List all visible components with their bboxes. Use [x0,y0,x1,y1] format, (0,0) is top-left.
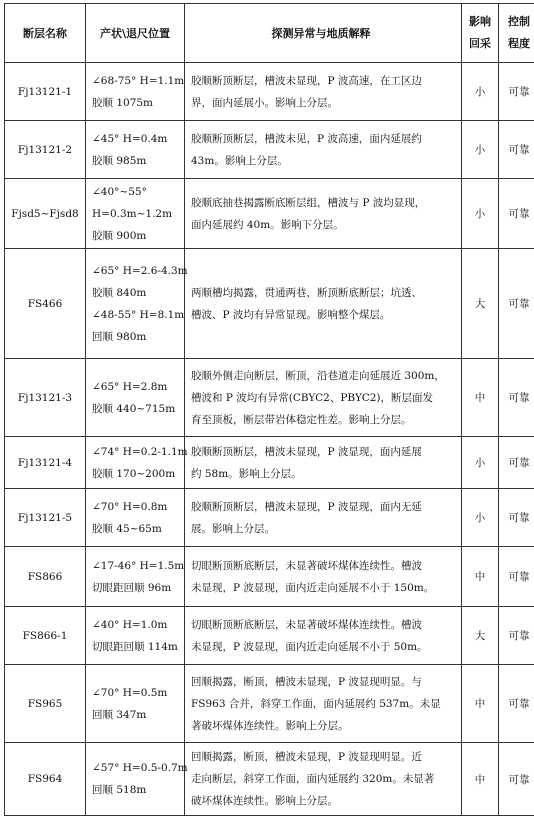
table-header [5,4,534,63]
attitude-cell [86,547,185,607]
header-influence-line2: 回采 [462,33,498,55]
table-row [5,359,534,437]
fault-name-cell: FS964 [5,743,86,816]
description-line: 胶顺断顶断层，槽波未见，P 波高速，面内延展约 [191,128,457,150]
attitude-line: ∠48-55° H=8.1m [92,304,184,326]
attitude-cell [86,63,185,121]
header-control-line2: 程度 [499,33,534,55]
description-line: 胶顺断顶断层，槽波未显现，P 波显现，面内无延 [191,496,457,518]
fault-name-cell: Fjsd5~Fjsd8 [5,179,86,249]
header-attitude: 产状\退尺位置 [86,4,185,63]
attitude-line: ∠68-75° H=1.1m [92,70,184,92]
description-cell [185,63,462,121]
attitude-line: 切眼距回顺 96m [92,577,184,599]
header-influence [462,4,499,63]
control-cell: 可靠 [499,547,534,607]
influence-cell: 大 [462,607,499,665]
attitude-cell [86,489,185,547]
influence-cell: 小 [462,121,499,179]
table-row [5,63,534,121]
attitude-cell [86,437,185,489]
description-cell [185,437,462,489]
attitude-line: ∠17-46° H=1.5m [92,555,184,577]
description-line: 胶顺断顶断层，槽波未显现，P 波显现，面内延展 [191,441,457,463]
description-cell [185,489,462,547]
attitude-cell [86,743,185,816]
attitude-cell [86,665,185,743]
description-line: 胶顺断顶断层，槽波未显现，P 波高速，在工区边 [191,70,457,92]
description-line: 两顺槽均揭露，贯通两巷，断顶断底断层；坑透、 [191,282,457,304]
influence-cell: 小 [462,63,499,121]
description-line: 约 58m。影响上分层。 [191,463,457,485]
attitude-line: ∠70° H=0.5m [92,682,184,704]
description-line: 展。影响上分层。 [191,518,457,540]
description-line: 未显现，P 波显现，面内近走向延展不小于 50m。 [191,636,457,658]
fault-name-cell: FS866 [5,547,86,607]
attitude-line: 切眼距回顺 114m [92,636,184,658]
control-cell: 可靠 [499,121,534,179]
description-line: 43m。影响上分层。 [191,150,457,172]
table-row [5,249,534,359]
attitude-line: ∠65° H=2.8m [92,376,184,398]
table-row [5,179,534,249]
description-line: 破坏煤体连续性。影响上分层。 [191,790,457,812]
description-cell [185,249,462,359]
attitude-cell [86,249,185,359]
description-line: 切眼断顶断底断层，未显著破坏煤体连续性。槽波 [191,555,457,577]
influence-cell: 小 [462,489,499,547]
description-line: 面内延展约 40m。影响下分层。 [191,214,457,236]
attitude-line: H=0.3m~1.2m [92,203,184,225]
table-row [5,437,534,489]
description-line: 未显现，P 波显现，面内近走向延展不小于 150m。 [191,577,457,599]
influence-cell: 中 [462,359,499,437]
fault-name-cell: Fj13121-4 [5,437,86,489]
fault-name-cell: FS965 [5,665,86,743]
table-row [5,547,534,607]
description-cell [185,607,462,665]
attitude-cell [86,607,185,665]
description-cell [185,547,462,607]
description-line: 回顺揭露，断顶，槽波未显现，P 波显现明显。近 [191,746,457,768]
attitude-line: ∠70° H=0.8m [92,496,184,518]
attitude-line: ∠40° H=1.0m [92,614,184,636]
attitude-line: 胶顺 170~200m [92,463,184,485]
description-line: 著破坏煤体连续性。影响上分层。 [191,715,457,737]
table-row [5,489,534,547]
control-cell: 可靠 [499,63,534,121]
fault-name-cell: Fj13121-1 [5,63,86,121]
influence-cell: 中 [462,665,499,743]
table-body [5,63,534,816]
attitude-cell [86,359,185,437]
control-cell: 可靠 [499,607,534,665]
attitude-line: 回顺 518m [92,779,184,801]
control-cell: 可靠 [499,665,534,743]
attitude-line: 胶顺 985m [92,150,184,172]
attitude-line: 胶顺 45~65m [92,518,184,540]
description-line: 槽波、P 波均有异常显现。影响整个煤层。 [191,304,457,326]
attitude-cell [86,179,185,249]
header-control-line1: 控制 [499,11,534,33]
control-cell: 可靠 [499,489,534,547]
attitude-line: 回顺 347m [92,704,184,726]
description-line: 胶顺外侧走向断层，断顶，沿巷道走向延展近 300m， [191,365,457,387]
influence-cell: 大 [462,249,499,359]
fault-name-cell: FS466 [5,249,86,359]
control-cell: 可靠 [499,179,534,249]
description-line: FS963 合并，斜穿工作面，面内延展约 537m。未显 [191,693,457,715]
description-cell [185,179,462,249]
fault-name-cell: Fj13121-2 [5,121,86,179]
header-influence-line1: 影响 [462,11,498,33]
header-name: 断层名称 [5,4,86,63]
description-line: 走向断层，斜穿工作面，面内延展约 320m。未显著 [191,768,457,790]
header-row [5,4,534,63]
description-cell [185,665,462,743]
attitude-line: ∠74° H=0.2-1.1m [92,441,184,463]
influence-cell: 中 [462,547,499,607]
attitude-line: ∠40°~55° [92,181,184,203]
attitude-line: 胶顺 900m [92,225,184,247]
description-cell [185,121,462,179]
fault-name-cell: Fj13121-3 [5,359,86,437]
influence-cell: 中 [462,743,499,816]
table-row [5,607,534,665]
control-cell: 可靠 [499,437,534,489]
attitude-line: ∠65° H=2.6-4.3m [92,260,184,282]
description-cell [185,743,462,816]
attitude-line: 回顺 980m [92,326,184,348]
attitude-line: ∠45° H=0.4m [92,128,184,150]
description-line: 切眼断顶断底断层，未显著破坏煤体连续性。槽波 [191,614,457,636]
description-line: 界，面内延展小。影响上分层。 [191,92,457,114]
description-cell [185,359,462,437]
attitude-line: ∠57° H=0.5-0.7m [92,757,184,779]
control-cell: 可靠 [499,249,534,359]
attitude-line: 胶顺 1075m [92,92,184,114]
description-line: 回顺揭露，断顶，槽波未显现，P 波显现明显。与 [191,671,457,693]
influence-cell: 小 [462,179,499,249]
attitude-line: 胶顺 840m [92,282,184,304]
control-cell: 可靠 [499,743,534,816]
description-line: 胶顺底抽巷揭露断底断层组，槽波与 P 波均显现， [191,192,457,214]
control-cell: 可靠 [499,359,534,437]
attitude-line: 胶顺 440~715m [92,398,184,420]
header-control [499,4,534,63]
influence-cell: 小 [462,437,499,489]
header-description: 探测异常与地质解释 [185,4,462,63]
table-row [5,743,534,816]
table-row [5,121,534,179]
description-line: 育至顶板，断层带岩体稳定性差。影响上分层。 [191,409,457,431]
attitude-cell [86,121,185,179]
fault-name-cell: FS866-1 [5,607,86,665]
table-row [5,665,534,743]
fault-table [4,3,534,816]
description-line: 槽波和 P 波均有异常(CBYC2、PBYC2)，断层面发 [191,387,457,409]
fault-name-cell: Fj13121-5 [5,489,86,547]
